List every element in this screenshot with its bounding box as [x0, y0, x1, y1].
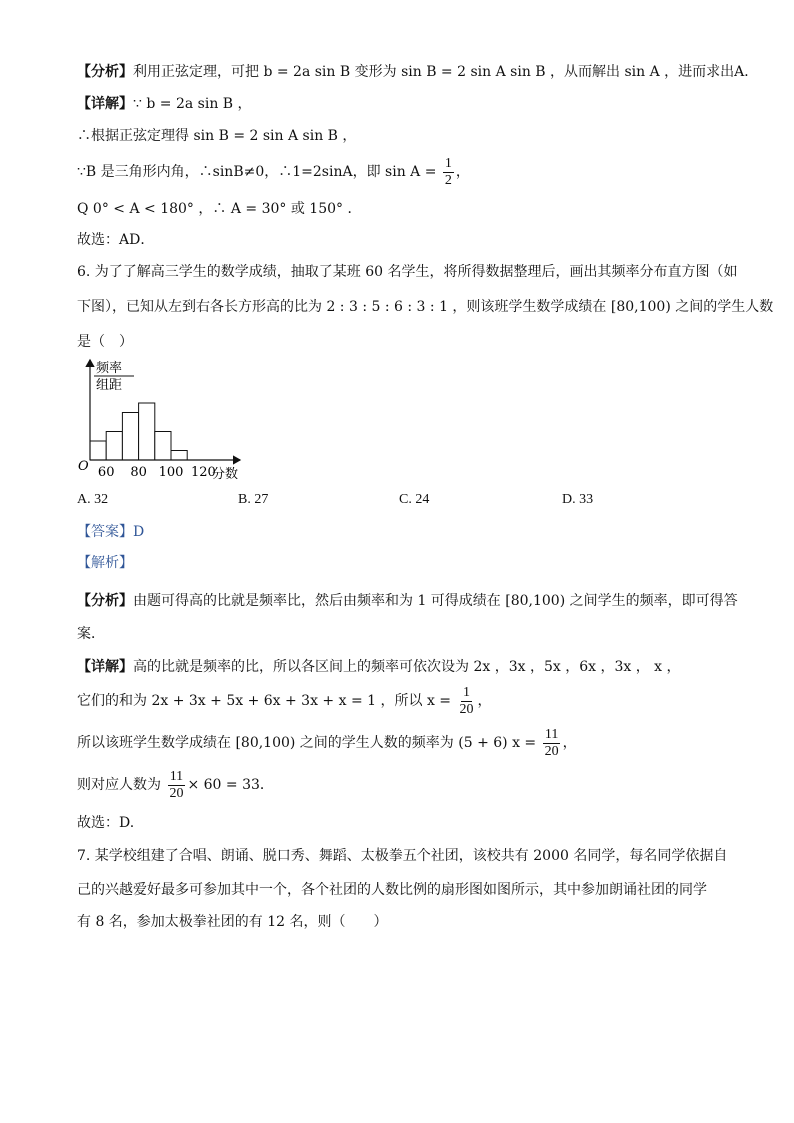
jiexi-label: 【解析】: [77, 555, 133, 571]
option-a: A. 32: [77, 492, 109, 507]
fraction-eleven-twentieths: [543, 727, 561, 760]
answer-label: 【答案】D: [77, 524, 145, 540]
q6-detail-2-post: ，: [477, 693, 492, 709]
p5-detail-1: [77, 94, 252, 114]
frac-den: 20: [459, 701, 474, 717]
p5-detail-4: Q 0° < A < 180° ，∴ A = 30° 或 150° ．: [77, 201, 362, 217]
q6-detail-1: [77, 657, 681, 677]
frac-num: 1: [462, 684, 470, 700]
frac-num: 11: [544, 726, 559, 742]
histogram-bar: [155, 432, 171, 461]
q6-stem-line-1: 6. 为了了解高三学生的数学成绩，抽取了某班 60 名学生，将所得数据整理后，画出其频率分布直方图（如: [77, 264, 738, 280]
ylabel-num: 频率: [96, 361, 123, 376]
histogram-chart: [74, 356, 254, 486]
option-b: B. 27: [238, 492, 269, 507]
q7-stem-line-3: 有 8 名，参加太极拳社团的有 12 名，则（ ）: [77, 914, 388, 930]
detail-tag: 【详解】: [77, 659, 133, 675]
x-tick-label: 120: [190, 465, 216, 480]
q6-analysis-1: [77, 591, 738, 611]
histogram-bar: [171, 451, 187, 461]
p5-detail-3: [77, 155, 470, 189]
q6-detail-3: [77, 726, 577, 760]
fraction-one-twentieth: [457, 685, 475, 718]
q6-detail-1-text: 高的比就是频率的比，所以各区间上的频率可依次设为 2x ，3x ，5x ，6x ，3x ， x ，: [133, 659, 681, 675]
frac-den: 20: [544, 743, 559, 759]
option-c: C. 24: [399, 492, 430, 507]
q6-detail-4-post: × 60 = 33．: [187, 777, 274, 793]
fraction-eleven-twentieths: [167, 769, 185, 802]
p5-analysis: [77, 62, 758, 82]
x-tick-label: 80: [130, 465, 147, 480]
p5-detail-1-text: ∵ b = 2a sin B ，: [133, 96, 252, 112]
q6-final: 故选：D.: [77, 815, 135, 831]
detail-tag: 【详解】: [77, 96, 133, 112]
q6-detail-3-pre: 所以该班学生数学成绩在 [80,100) 之间的学生人数的频率为 (5 + 6) x =: [77, 735, 537, 751]
x-tick-label: 60: [97, 465, 115, 480]
frac-den: 20: [169, 785, 184, 801]
q6-detail-4-pre: 则对应人数为: [77, 777, 161, 793]
q7-stem-line-2: 己的兴越爱好最多可参加其中一个，各个社团的人数比例的扇形图如图所示，其中参加朗诵社团的同学: [77, 882, 707, 898]
xlabel: 分数: [212, 467, 239, 482]
frac-den: 2: [444, 172, 452, 188]
analysis-tag: 【分析】: [77, 64, 133, 80]
histogram-bar: [139, 403, 155, 460]
q6-detail-2: [77, 684, 491, 718]
option-d: D. 33: [562, 492, 594, 507]
frac-num: 11: [169, 768, 184, 784]
q6-detail-4: [77, 768, 274, 802]
q7-stem-line-1: 7. 某学校组建了合唱、朗诵、脱口秀、舞蹈、太极拳五个社团，该校共有 2000 名同学，每名同学依据自: [77, 848, 728, 864]
q6-analysis-2: 案．: [77, 626, 105, 642]
histogram-bar: [90, 441, 106, 460]
histogram-bar: [122, 413, 138, 461]
q6-detail-2-pre: 它们的和为 2x + 3x + 5x + 6x + 3x + x = 1 ，所以 x =: [77, 693, 452, 709]
fraction-one-half: [443, 156, 454, 189]
analysis-tag: 【分析】: [77, 593, 133, 609]
ylabel-den: 组距: [96, 378, 123, 393]
p5-answer: 故选：AD．: [77, 232, 155, 248]
origin-label: O: [78, 459, 89, 474]
q6-detail-3-post: ，: [562, 735, 577, 751]
q6-stem-line-2: 下图），已知从左到右各长方形高的比为 2 : 3 : 5 : 6 : 3 : 1 ，则该班学生数学成绩在 [80,100) 之间的学生人数: [77, 299, 774, 315]
x-tick-label: 100: [158, 465, 184, 480]
q6-stem-line-3: 是（ ）: [77, 334, 133, 350]
q6-analysis-1-text: 由题可得高的比就是频率比，然后由频率和为 1 可得成绩在 [80,100) 之间学生的频率，即可得答: [133, 593, 738, 609]
p5-detail-2: ∴根据正弦定理得 sin B = 2 sin A sin B ，: [77, 128, 357, 144]
p5-detail-3-post: ，: [455, 164, 470, 180]
frac-num: 1: [444, 155, 452, 171]
p5-detail-3-pre: ∵B 是三角形内角，∴sinB≠0，∴1=2sinA，即 sin A =: [77, 164, 437, 180]
p5-analysis-text: 利用正弦定理，可把 b = 2a sin B 变形为 sin B = 2 sin A sin B ，从而解出 sin A ，进而求出A．: [133, 64, 759, 80]
histogram-bar: [106, 432, 122, 461]
